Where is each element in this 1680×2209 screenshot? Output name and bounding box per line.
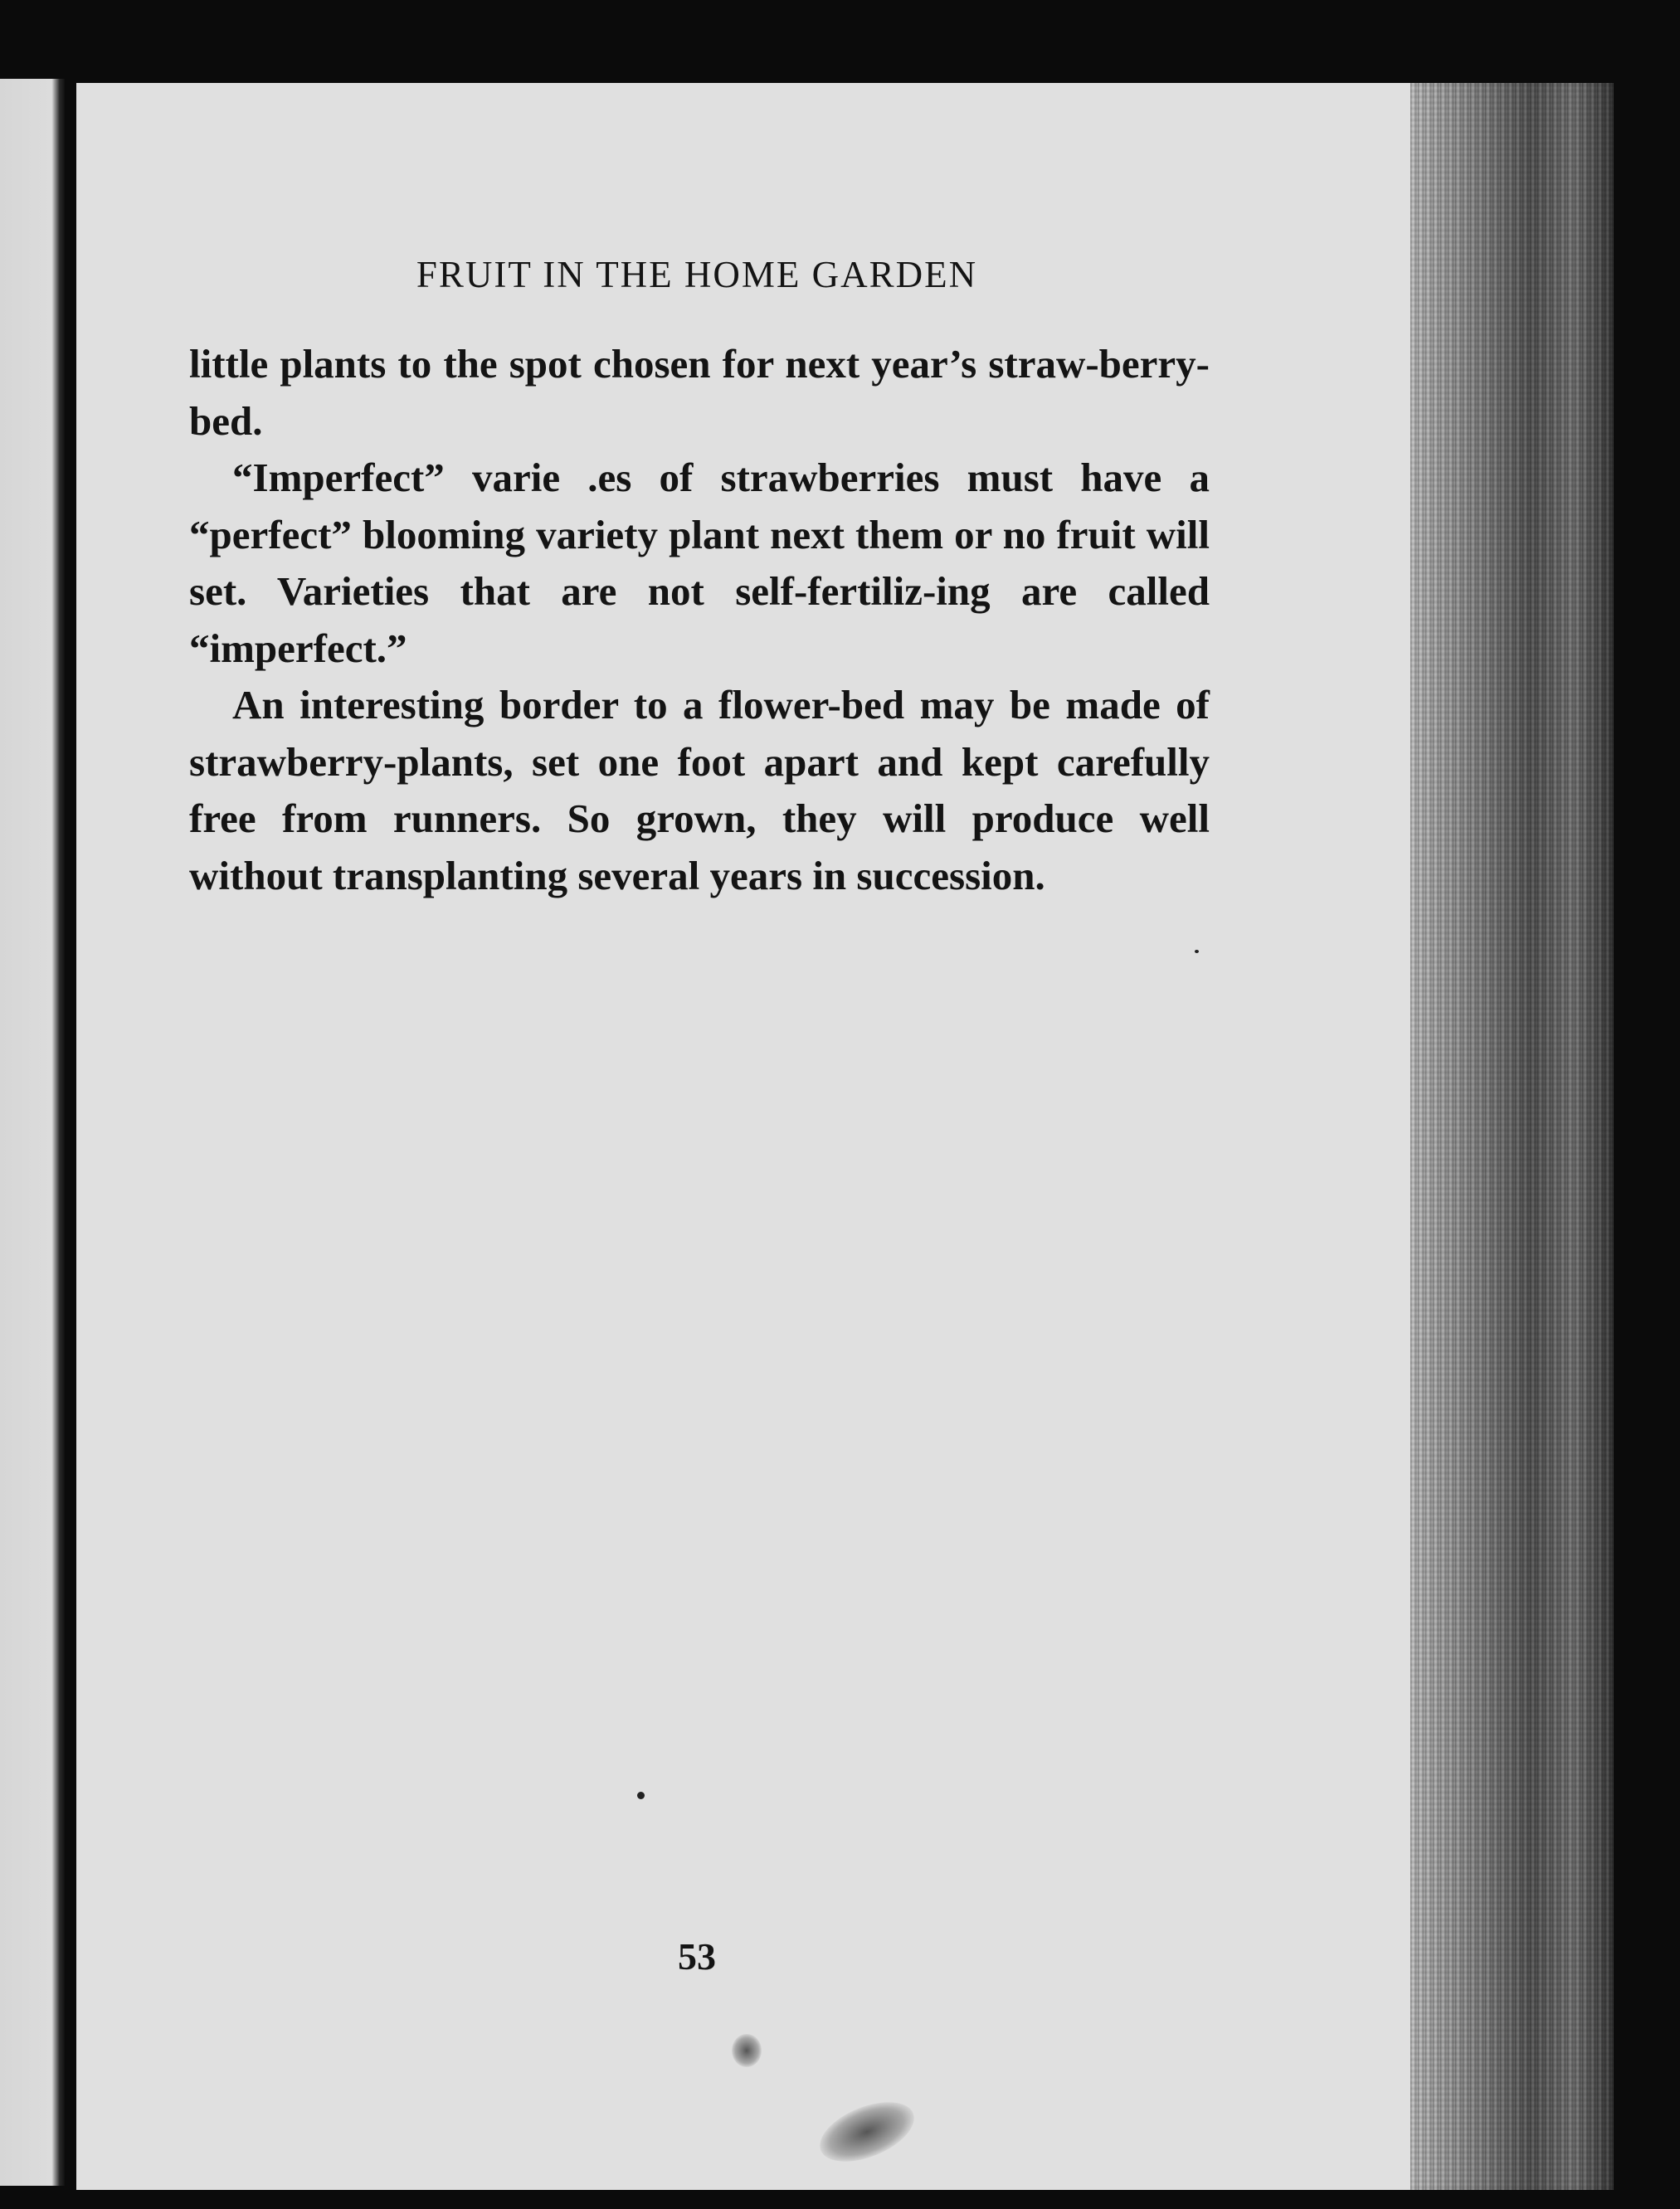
running-header: FRUIT IN THE HOME GARDEN (416, 254, 978, 295)
facing-page-edge (0, 79, 65, 2186)
paragraph-imperfect-varieties: “Imperfect” varie .es of strawberries must have a “perfect” blooming variety plant next them or no fruit will set. Varieties that are not self-fertiliz-ing are called “imperfect.” (189, 455, 1210, 671)
page-block-edge (1410, 83, 1614, 2190)
paragraph-continuation: little plants to the spot chosen for next year’s straw-berry-bed. (189, 341, 1210, 444)
body-text (189, 336, 1210, 904)
paragraph-border: An interesting border to a flower-bed may be made of strawberry-plants, set one foot apart and kept carefully free from runners. So grown, they will produce well without transplanting several years in succession. (189, 682, 1210, 898)
ink-speck (637, 1792, 645, 1799)
page-number: 53 (678, 1935, 716, 1978)
ink-smudge (732, 2034, 762, 2067)
ink-speck (1195, 950, 1199, 953)
